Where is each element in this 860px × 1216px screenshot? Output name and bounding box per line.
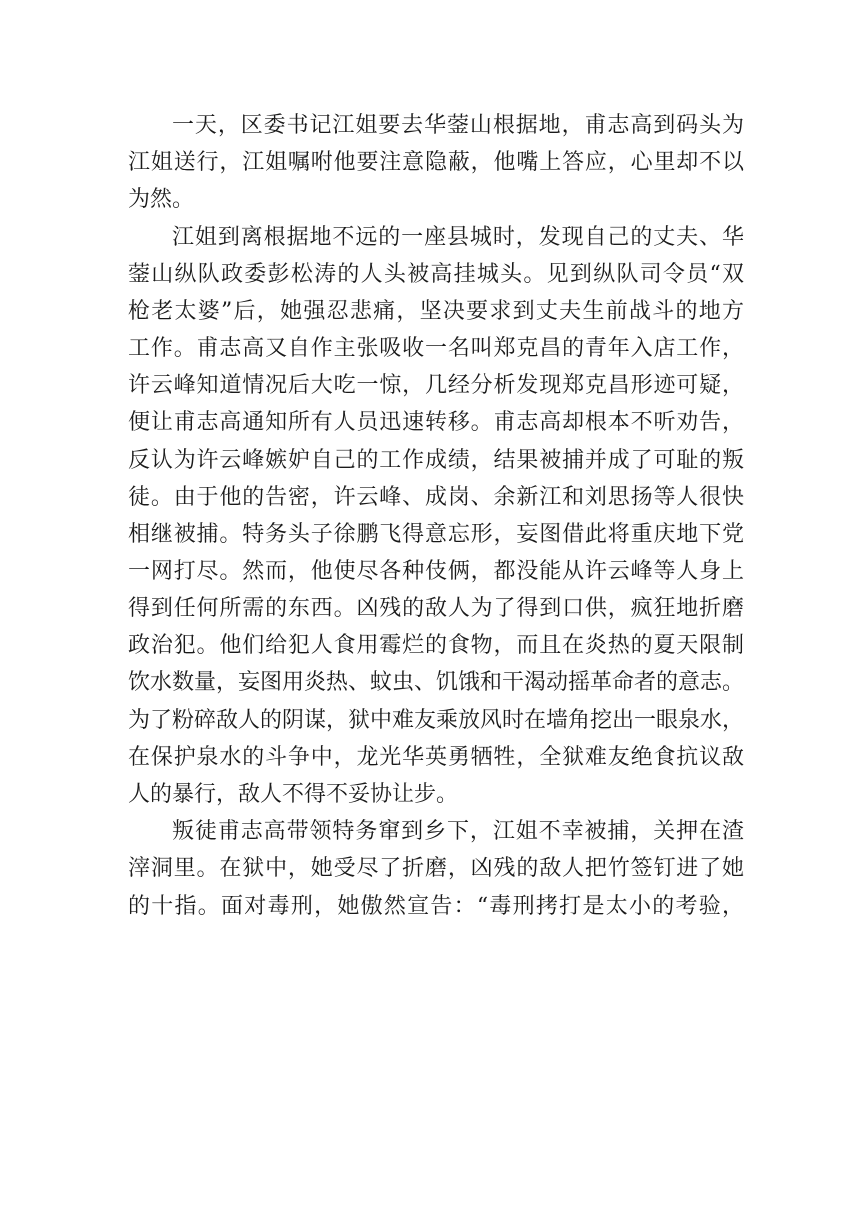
document-body xyxy=(128,107,744,925)
text-line: 反认为许云峰嫉妒自己的工作成绩，结果被捕并成了可耻的叛 xyxy=(128,447,744,473)
paragraph-3 xyxy=(128,813,744,924)
text-line: 为然。 xyxy=(128,187,195,213)
text-line: 在保护泉水的斗争中，龙光华英勇牺牲，全狱难友绝食抗议敌 xyxy=(128,744,744,770)
text-line: 便让甫志高通知所有人员迅速转移。甫志高却根本不听劝告， xyxy=(128,410,744,436)
text-line: 政治犯。他们给犯人食用霉烂的食物，而且在炎热的夏天限制 xyxy=(128,633,744,659)
text-line: 江姐到离根据地不远的一座县城时，发现自己的丈夫、华 xyxy=(172,224,744,250)
text-line: 徒。由于他的告密，许云峰、成岗、余新江和刘思扬等人很快 xyxy=(128,484,744,510)
paragraph-1 xyxy=(128,107,744,218)
text-line: 人的暴行，敌人不得不妥协让步。 xyxy=(128,781,459,807)
text-line: 叛徒甫志高带领特务窜到乡下，江姐不幸被捕，关押在渣 xyxy=(172,819,744,845)
text-line: 许云峰知道情况后大吃一惊，几经分析发现郑克昌形迹可疑， xyxy=(128,373,744,399)
text-line: 饮水数量，妄图用炎热、蚊虫、饥饿和干渴动摇革命者的意志。 xyxy=(128,670,744,696)
text-line: 为了粉碎敌人的阴谋，狱中难友乘放风时在墙角挖出一眼泉水， xyxy=(128,707,744,733)
text-line: 一网打尽。然而，他使尽各种伎俩，都没能从许云峰等人身上 xyxy=(128,558,744,584)
text-line: 蓥山纵队政委彭松涛的人头被高挂城头。见到纵队司令员“双 xyxy=(128,261,744,287)
text-line: 工作。甫志高又自作主张吸收一名叫郑克昌的青年入店工作， xyxy=(128,336,744,362)
text-line: 江姐送行，江姐嘱咐他要注意隐蔽，他嘴上答应，心里却不以 xyxy=(128,150,744,176)
paragraph-2 xyxy=(128,219,744,813)
text-line: 一天，区委书记江姐要去华蓥山根据地，甫志高到码头为 xyxy=(172,113,744,138)
text-line: 枪老太婆”后，她强忍悲痛，坚决要求到丈夫生前战斗的地方 xyxy=(128,299,744,324)
text-line: 的十指。面对毒刑，她傲然宣告：“毒刑拷打是太小的考验， xyxy=(128,893,744,919)
text-line: 相继被捕。特务头子徐鹏飞得意忘形，妄图借此将重庆地下党 xyxy=(128,521,744,547)
text-line: 得到任何所需的东西。凶残的敌人为了得到口供，疯狂地折磨 xyxy=(128,596,744,622)
text-line: 滓洞里。在狱中，她受尽了折磨，凶残的敌人把竹签钉进了她 xyxy=(128,856,744,882)
